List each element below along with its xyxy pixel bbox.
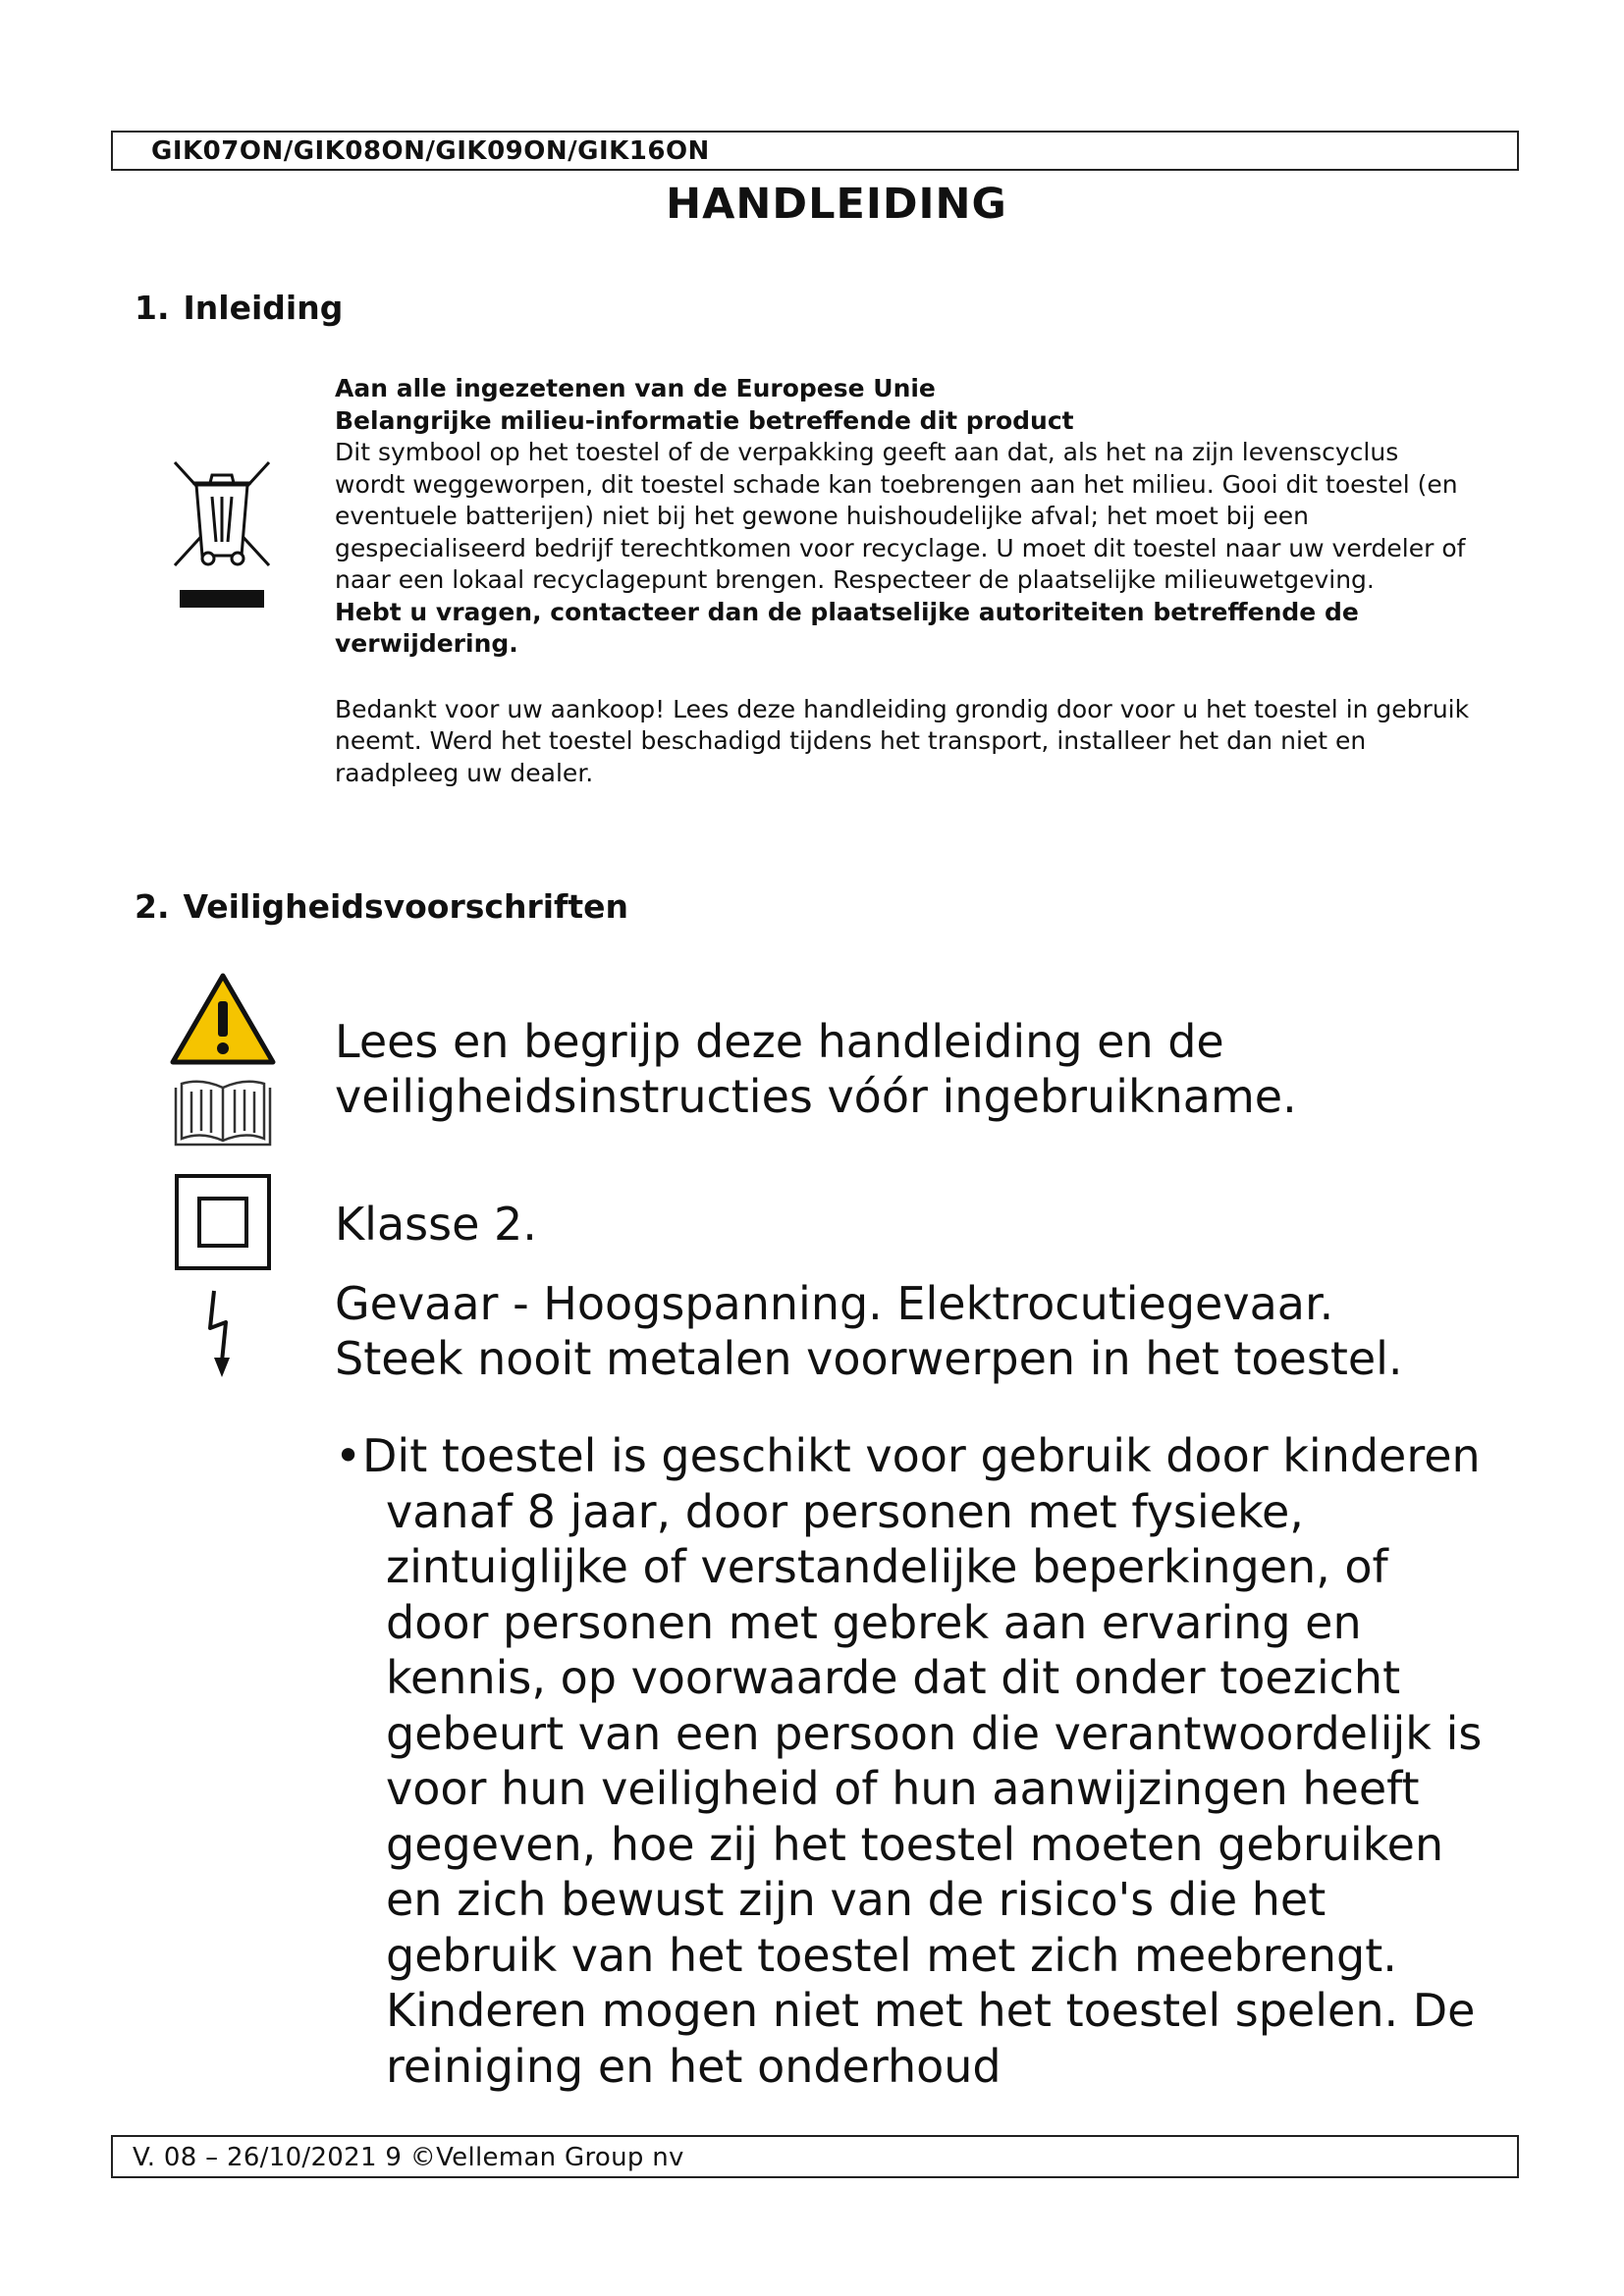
lightning-bolt-icon <box>206 1289 242 1383</box>
footer-box <box>111 2135 1519 2178</box>
section-1-title: Inleiding <box>183 289 344 327</box>
section-1-number: 1. <box>135 289 170 327</box>
eu-heading: Aan alle ingezetenen van de Europese Unie <box>335 374 936 402</box>
open-book-icon <box>172 1078 274 1152</box>
double-square-icon <box>175 1174 271 1274</box>
warning-triangle-icon <box>169 972 277 1070</box>
thanks-paragraph: Bedankt voor uw aankoop! Lees deze handleiding grondig door voor u het toestel in gebruik neemt. Werd het toestel beschadigd tijdens het transport, installeer het dan niet en raadpleeg uw dealer. <box>335 694 1470 787</box>
footer-text: V. 08 – 26/10/2021 9 ©Velleman Group nv <box>133 2143 684 2172</box>
env-paragraph: Dit symbool op het toestel of de verpakking geeft aan dat, als het na zijn levenscyclus wordt weggeworpen, dit toestel schade kan toebrengen aan het milieu. Gooi dit toestel (en eventuele batterijen) niet bij het gewone huishoudelijke afval; het moet bij een gespecialiseerd bedrijf terechtkomen voor recyclage. U moet dit toestel naar uw verdeler of naar een lokaal recyclagepunt brengen. Respecteer de plaatselijke milieuwetgeving. <box>335 438 1466 594</box>
section-1-heading <box>135 289 343 327</box>
env-heading: Belangrijke milieu-informatie betreffende dit product <box>335 405 1074 435</box>
danger-line-1: Gevaar - Hoogspanning. Elektrocutiegevaar. <box>335 1277 1334 1330</box>
read-manual-text: Lees en begrijp deze handleiding en de veiligheidsinstructies vóór ingebruikname. <box>335 1015 1297 1123</box>
danger-line-2: Steek nooit metalen voorwerpen in het toestel. <box>335 1332 1403 1385</box>
bullet-marker: • <box>335 1429 362 1482</box>
intro-text-block <box>335 373 1474 789</box>
class-2-text: Klasse 2. <box>335 1198 537 1251</box>
list-item <box>335 1428 1493 2094</box>
danger-text <box>335 1276 1513 1386</box>
section-2-number: 2. <box>135 887 170 926</box>
section-2-heading <box>135 887 628 926</box>
document-title: HANDLEIDING <box>666 180 1007 229</box>
weee-bin-icon <box>167 457 277 618</box>
questions-paragraph: Hebt u vragen, contacteer dan de plaatselijke autoriteiten betreffende de verwijdering. <box>335 597 1359 658</box>
header-box <box>111 131 1519 171</box>
bullet-1-text: Dit toestel is geschikt voor gebruik door kinderen vanaf 8 jaar, door personen met fysieke, zintuiglijke of verstandelijke beperkingen, of door personen met gebrek aan ervaring en kennis, op voorwaarde dat dit onder toezicht gebeurt van een persoon die verantwoordelijk is voor hun veiligheid of hun aanwijzingen heeft gegeven, hoe zij het toestel moeten gebruiken en zich bewust zijn van de risico's die het gebruik van het toestel met zich meebrengt. Kinderen mogen niet met het toestel spelen. De reiniging en het onderhoud <box>362 1429 1483 2093</box>
section-2-title: Veiligheidsvoorschriften <box>183 887 629 926</box>
model-numbers: GIK07ON/GIK08ON/GIK09ON/GIK16ON <box>151 136 710 166</box>
bullet-list <box>335 1428 1493 2094</box>
